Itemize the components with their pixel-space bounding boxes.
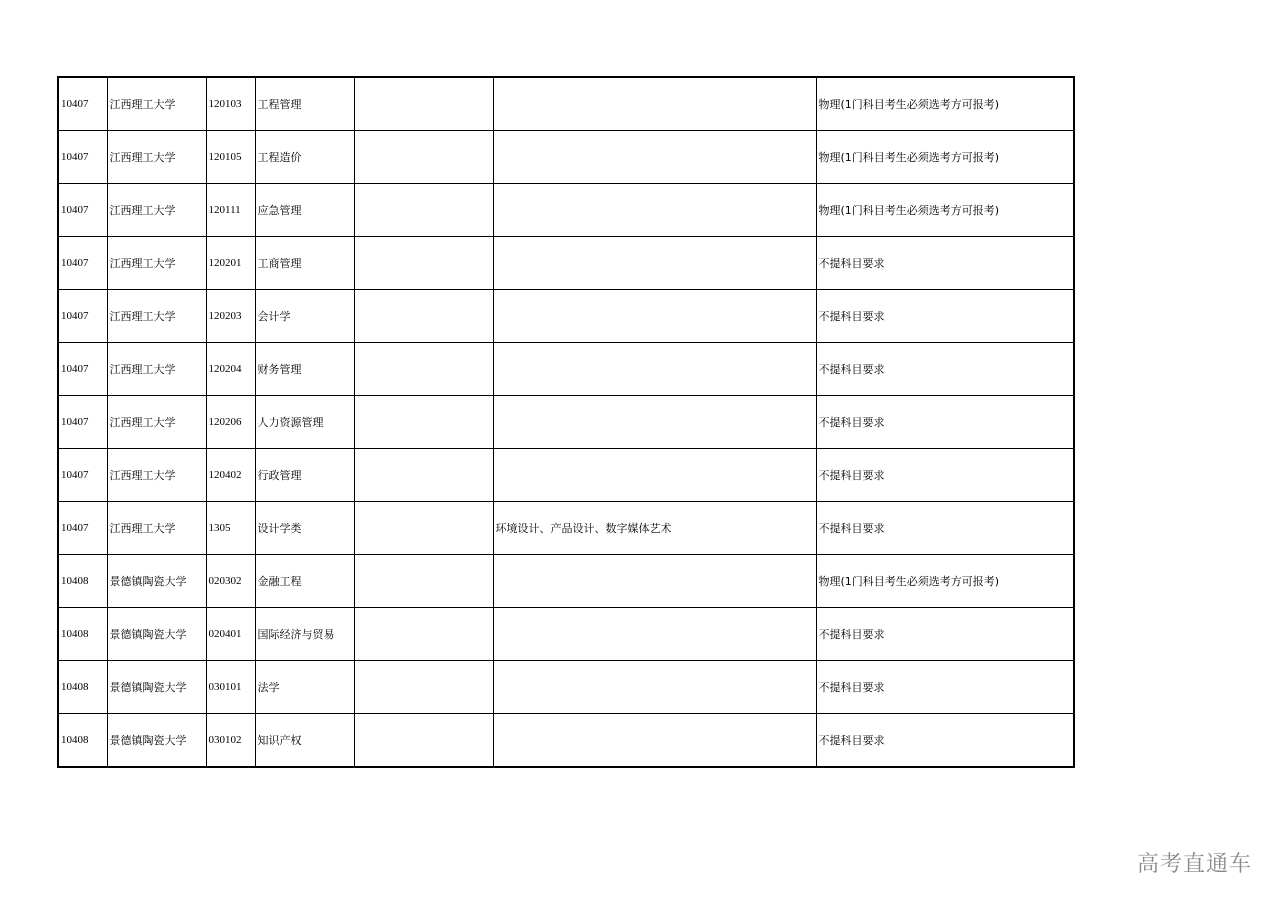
major-name-cell: 人力资源管理	[255, 396, 354, 449]
major-code-cell: 120201	[206, 237, 255, 290]
empty-cell	[354, 555, 493, 608]
major-code-cell: 120103	[206, 77, 255, 131]
table-row	[58, 343, 1074, 396]
major-code-cell: 1305	[206, 502, 255, 555]
major-code-cell: 120203	[206, 290, 255, 343]
major-name-cell: 财务管理	[255, 343, 354, 396]
major-name-cell: 国际经济与贸易	[255, 608, 354, 661]
empty-cell	[354, 449, 493, 502]
subject-requirement-cell: 不提科目要求	[816, 343, 1074, 396]
empty-cell	[354, 608, 493, 661]
school-name-cell: 江西理工大学	[107, 77, 206, 131]
empty-cell	[354, 714, 493, 768]
table-row	[58, 502, 1074, 555]
empty-cell	[354, 184, 493, 237]
subject-requirement-cell: 不提科目要求	[816, 502, 1074, 555]
included-majors-cell	[493, 131, 816, 184]
school-name-cell: 江西理工大学	[107, 343, 206, 396]
school-code-cell: 10407	[58, 343, 107, 396]
empty-cell	[354, 290, 493, 343]
school-code-cell: 10407	[58, 77, 107, 131]
major-name-cell: 法学	[255, 661, 354, 714]
major-code-cell: 020401	[206, 608, 255, 661]
school-name-cell: 江西理工大学	[107, 502, 206, 555]
included-majors-cell	[493, 290, 816, 343]
included-majors-cell	[493, 237, 816, 290]
included-majors-cell: 环境设计、产品设计、数字媒体艺术	[493, 502, 816, 555]
table-row	[58, 131, 1074, 184]
school-name-cell: 景德镇陶瓷大学	[107, 608, 206, 661]
major-name-cell: 工商管理	[255, 237, 354, 290]
major-name-cell: 金融工程	[255, 555, 354, 608]
school-name-cell: 江西理工大学	[107, 131, 206, 184]
empty-cell	[354, 343, 493, 396]
school-name-cell: 景德镇陶瓷大学	[107, 714, 206, 768]
school-code-cell: 10407	[58, 502, 107, 555]
school-name-cell: 江西理工大学	[107, 184, 206, 237]
school-code-cell: 10407	[58, 184, 107, 237]
major-name-cell: 工程管理	[255, 77, 354, 131]
subject-requirement-cell: 不提科目要求	[816, 449, 1074, 502]
subject-requirement-cell: 物理(1门科目考生必须选考方可报考)	[816, 555, 1074, 608]
subject-requirement-cell: 不提科目要求	[816, 661, 1074, 714]
major-name-cell: 工程造价	[255, 131, 354, 184]
school-name-cell: 景德镇陶瓷大学	[107, 555, 206, 608]
admission-requirements-table	[57, 76, 1075, 768]
major-code-cell: 120111	[206, 184, 255, 237]
subject-requirement-cell: 物理(1门科目考生必须选考方可报考)	[816, 184, 1074, 237]
included-majors-cell	[493, 184, 816, 237]
major-code-cell: 030101	[206, 661, 255, 714]
school-name-cell: 江西理工大学	[107, 290, 206, 343]
included-majors-cell	[493, 396, 816, 449]
major-name-cell: 行政管理	[255, 449, 354, 502]
major-code-cell: 120105	[206, 131, 255, 184]
empty-cell	[354, 396, 493, 449]
major-code-cell: 120204	[206, 343, 255, 396]
major-code-cell: 120206	[206, 396, 255, 449]
included-majors-cell	[493, 714, 816, 768]
empty-cell	[354, 661, 493, 714]
school-name-cell: 景德镇陶瓷大学	[107, 661, 206, 714]
table-row	[58, 77, 1074, 131]
school-code-cell: 10408	[58, 555, 107, 608]
school-code-cell: 10408	[58, 661, 107, 714]
table-row	[58, 608, 1074, 661]
table-row	[58, 714, 1074, 768]
major-name-cell: 应急管理	[255, 184, 354, 237]
included-majors-cell	[493, 343, 816, 396]
included-majors-cell	[493, 555, 816, 608]
school-name-cell: 江西理工大学	[107, 449, 206, 502]
school-code-cell: 10408	[58, 714, 107, 768]
school-name-cell: 江西理工大学	[107, 237, 206, 290]
included-majors-cell	[493, 449, 816, 502]
included-majors-cell	[493, 661, 816, 714]
subject-requirement-cell: 不提科目要求	[816, 714, 1074, 768]
table-row	[58, 396, 1074, 449]
subject-requirement-cell: 物理(1门科目考生必须选考方可报考)	[816, 131, 1074, 184]
subject-requirement-cell: 不提科目要求	[816, 396, 1074, 449]
school-code-cell: 10407	[58, 237, 107, 290]
table-row	[58, 184, 1074, 237]
included-majors-cell	[493, 77, 816, 131]
school-code-cell: 10407	[58, 131, 107, 184]
major-name-cell: 知识产权	[255, 714, 354, 768]
major-name-cell: 设计学类	[255, 502, 354, 555]
table-row	[58, 555, 1074, 608]
school-name-cell: 江西理工大学	[107, 396, 206, 449]
school-code-cell: 10407	[58, 449, 107, 502]
empty-cell	[354, 131, 493, 184]
school-code-cell: 10407	[58, 290, 107, 343]
school-code-cell: 10407	[58, 396, 107, 449]
table-row	[58, 237, 1074, 290]
watermark-text: 高考直通车	[1136, 852, 1252, 877]
table-row	[58, 290, 1074, 343]
major-code-cell: 120402	[206, 449, 255, 502]
empty-cell	[354, 77, 493, 131]
table-row	[58, 661, 1074, 714]
table-body	[58, 77, 1074, 767]
school-code-cell: 10408	[58, 608, 107, 661]
table-row	[58, 449, 1074, 502]
major-name-cell: 会计学	[255, 290, 354, 343]
subject-requirement-cell: 不提科目要求	[816, 608, 1074, 661]
empty-cell	[354, 237, 493, 290]
empty-cell	[354, 502, 493, 555]
subject-requirement-cell: 不提科目要求	[816, 237, 1074, 290]
subject-requirement-cell: 物理(1门科目考生必须选考方可报考)	[816, 77, 1074, 131]
major-code-cell: 020302	[206, 555, 255, 608]
included-majors-cell	[493, 608, 816, 661]
subject-requirement-cell: 不提科目要求	[816, 290, 1074, 343]
major-code-cell: 030102	[206, 714, 255, 768]
